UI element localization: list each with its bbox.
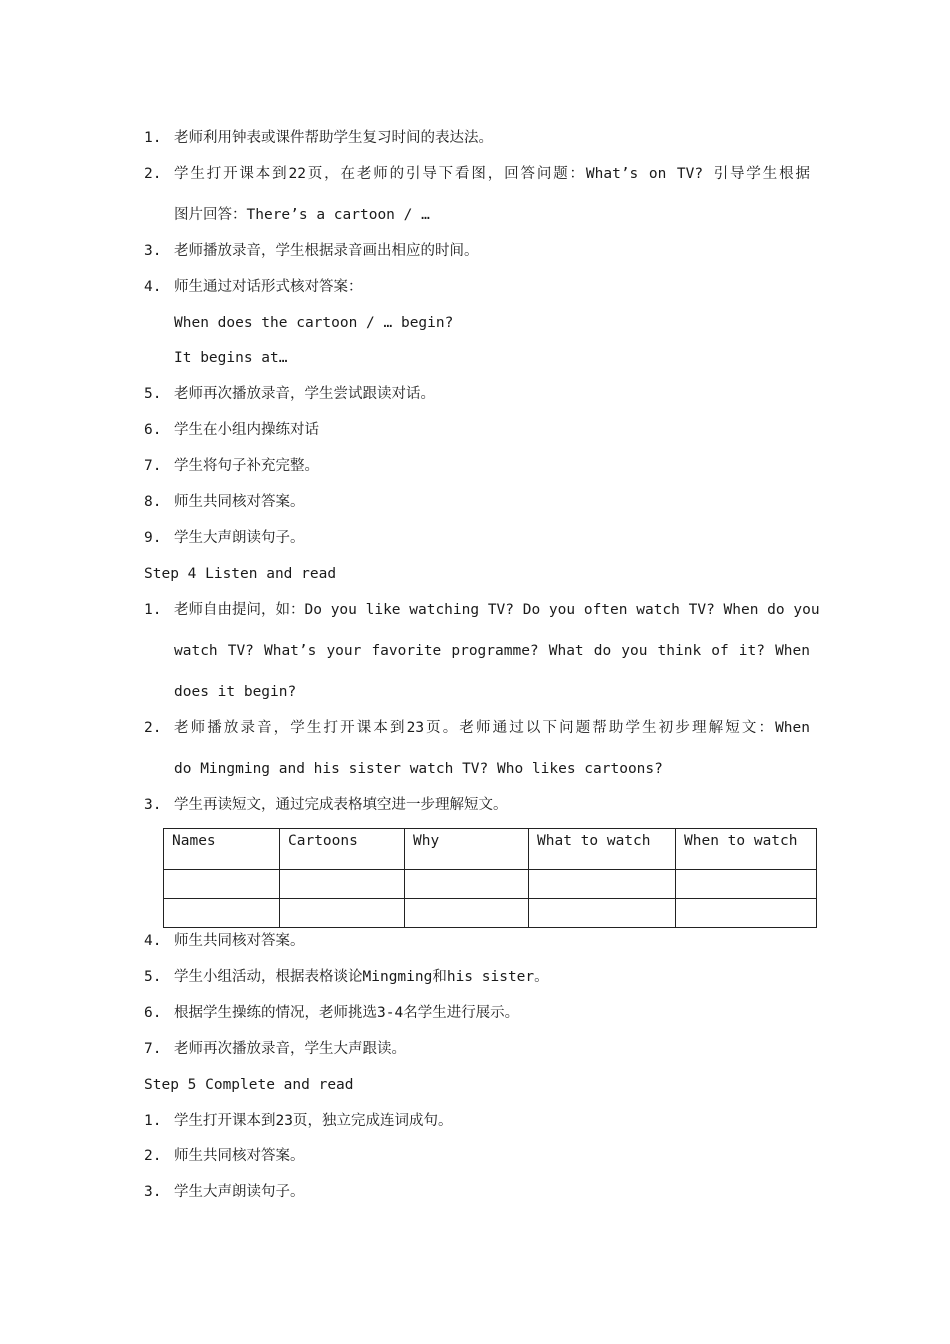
fill-in-table: [163, 828, 817, 928]
item-number: 5.: [144, 386, 162, 402]
item-number: 2.: [144, 166, 162, 182]
item-number: 4.: [144, 279, 162, 295]
item-text: 老师再次播放录音，学生大声跟读。: [174, 1041, 406, 1057]
item-text: 师生共同核对答案。: [174, 933, 305, 949]
table-cell: [280, 899, 405, 928]
table-header-cell: What to watch: [529, 829, 676, 870]
item-text: 老师播放录音，学生根据录音画出相应的时间。: [174, 243, 479, 259]
item-text: 学生再读短文，通过完成表格填空进一步理解短文。: [174, 797, 508, 813]
step4-heading: Step 4 Listen and read: [144, 566, 337, 582]
table-cell: [529, 870, 676, 899]
dialogue-line: When does the cartoon / … begin?: [174, 315, 454, 331]
item-number: 3.: [144, 1184, 162, 1200]
table-cell: [405, 870, 529, 899]
table-cell: [676, 899, 817, 928]
item-text-continued: do Mingming and his sister watch TV? Who likes cartoons?: [174, 761, 663, 777]
table-header-cell: Why: [405, 829, 529, 870]
table-cell: [164, 870, 280, 899]
item-text: 师生通过对话形式核对答案：: [174, 279, 363, 295]
item-text: 学生打开课本到22页，在老师的引导下看图，回答问题：What’s on TV? 引导学生根据: [174, 166, 810, 182]
item-text: 老师播放录音，学生打开课本到23页。老师通过以下问题帮助学生初步理解短文：When: [174, 720, 810, 736]
table-cell: [676, 870, 817, 899]
item-number: 1.: [144, 130, 162, 146]
step5-heading: Step 5 Complete and read: [144, 1077, 354, 1093]
table-row: [164, 899, 817, 928]
item-text: 师生共同核对答案。: [174, 1148, 305, 1164]
item-number: 7.: [144, 458, 162, 474]
table-header-cell: When to watch: [676, 829, 817, 870]
item-text-continued: does it begin?: [174, 684, 297, 700]
table-cell: [280, 870, 405, 899]
item-number: 4.: [144, 933, 162, 949]
item-number: 1.: [144, 1113, 162, 1129]
table-cell: [405, 899, 529, 928]
item-number: 2.: [144, 720, 162, 736]
item-number: 6.: [144, 1005, 162, 1021]
item-number: 9.: [144, 530, 162, 546]
item-text: 根据学生操练的情况，老师挑选3-4名学生进行展示。: [174, 1005, 520, 1021]
item-text: 学生大声朗读句子。: [174, 1184, 305, 1200]
item-number: 3.: [144, 797, 162, 813]
item-text-continued: watch TV? What’s your favorite programme? What do you think of it? When: [174, 643, 810, 659]
item-number: 5.: [144, 969, 162, 985]
item-text: 学生在小组内操练对话: [174, 422, 319, 438]
table-header-cell: Cartoons: [280, 829, 405, 870]
item-text: 老师自由提问，如：Do you like watching TV? Do you often watch TV? When do you: [174, 602, 820, 618]
item-text: 学生将句子补充完整。: [174, 458, 319, 474]
table-header-cell: Names: [164, 829, 280, 870]
item-text: 学生小组活动，根据表格谈论Mingming和his sister。: [174, 969, 549, 985]
item-text-continued: 图片回答：There’s a cartoon / …: [174, 207, 430, 223]
item-number: 8.: [144, 494, 162, 510]
table-cell: [529, 899, 676, 928]
table-cell: [164, 899, 280, 928]
item-text: 学生大声朗读句子。: [174, 530, 305, 546]
item-number: 6.: [144, 422, 162, 438]
item-number: 7.: [144, 1041, 162, 1057]
item-text: 老师再次播放录音，学生尝试跟读对话。: [174, 386, 435, 402]
dialogue-line: It begins at…: [174, 350, 288, 366]
item-number: 3.: [144, 243, 162, 259]
table-row: [164, 870, 817, 899]
item-text: 师生共同核对答案。: [174, 494, 305, 510]
table-header-row: [164, 829, 817, 870]
item-number: 1.: [144, 602, 162, 618]
item-text: 老师利用钟表或课件帮助学生复习时间的表达法。: [174, 130, 493, 146]
item-text: 学生打开课本到23页，独立完成连词成句。: [174, 1113, 453, 1129]
item-number: 2.: [144, 1148, 162, 1164]
